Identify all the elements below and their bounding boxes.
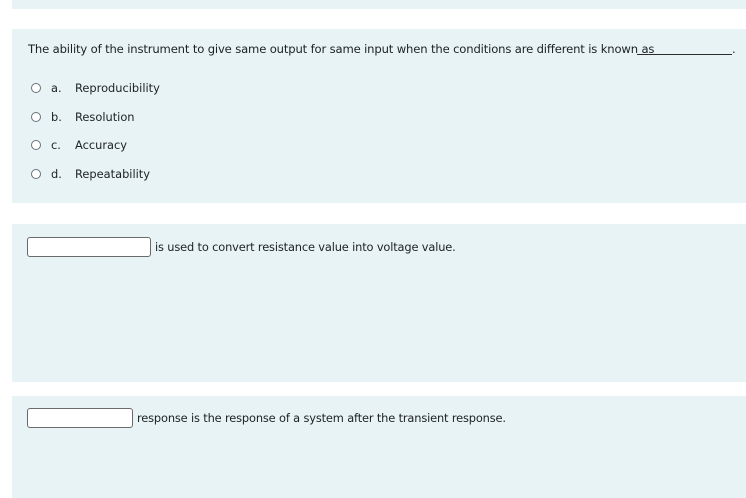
question-1-panel bbox=[12, 29, 746, 203]
option-a[interactable] bbox=[31, 80, 160, 96]
radio-button-d[interactable] bbox=[31, 169, 41, 179]
option-b-letter: b. bbox=[51, 110, 62, 124]
question-2-answer-input[interactable] bbox=[27, 237, 151, 257]
question-1-text: The ability of the instrument to give same output for same input when the conditions are different is known as bbox=[28, 42, 655, 56]
option-b[interactable] bbox=[31, 109, 135, 125]
question-1-trailing-period: . bbox=[732, 42, 736, 56]
question-3-text: response is the response of a system after the transient response. bbox=[137, 411, 506, 425]
option-c[interactable] bbox=[31, 137, 127, 153]
question-3-panel bbox=[12, 396, 746, 498]
option-b-label: Resolution bbox=[75, 110, 135, 124]
question-1-blank bbox=[637, 54, 732, 55]
option-a-letter: a. bbox=[51, 81, 62, 95]
question-2-text: is used to convert resistance value into voltage value. bbox=[155, 240, 456, 254]
question-2-panel bbox=[12, 224, 746, 382]
radio-button-a[interactable] bbox=[31, 83, 41, 93]
option-d[interactable] bbox=[31, 166, 150, 182]
option-d-label: Repeatability bbox=[75, 167, 151, 181]
radio-button-b[interactable] bbox=[31, 112, 41, 122]
radio-button-c[interactable] bbox=[31, 140, 41, 150]
option-c-letter: c. bbox=[51, 138, 61, 152]
option-d-letter: d. bbox=[51, 167, 62, 181]
question-3-answer-input[interactable] bbox=[27, 408, 133, 428]
option-a-label: Reproducibility bbox=[75, 81, 160, 95]
previous-question-panel bbox=[12, 0, 746, 9]
option-c-label: Accuracy bbox=[75, 138, 128, 152]
